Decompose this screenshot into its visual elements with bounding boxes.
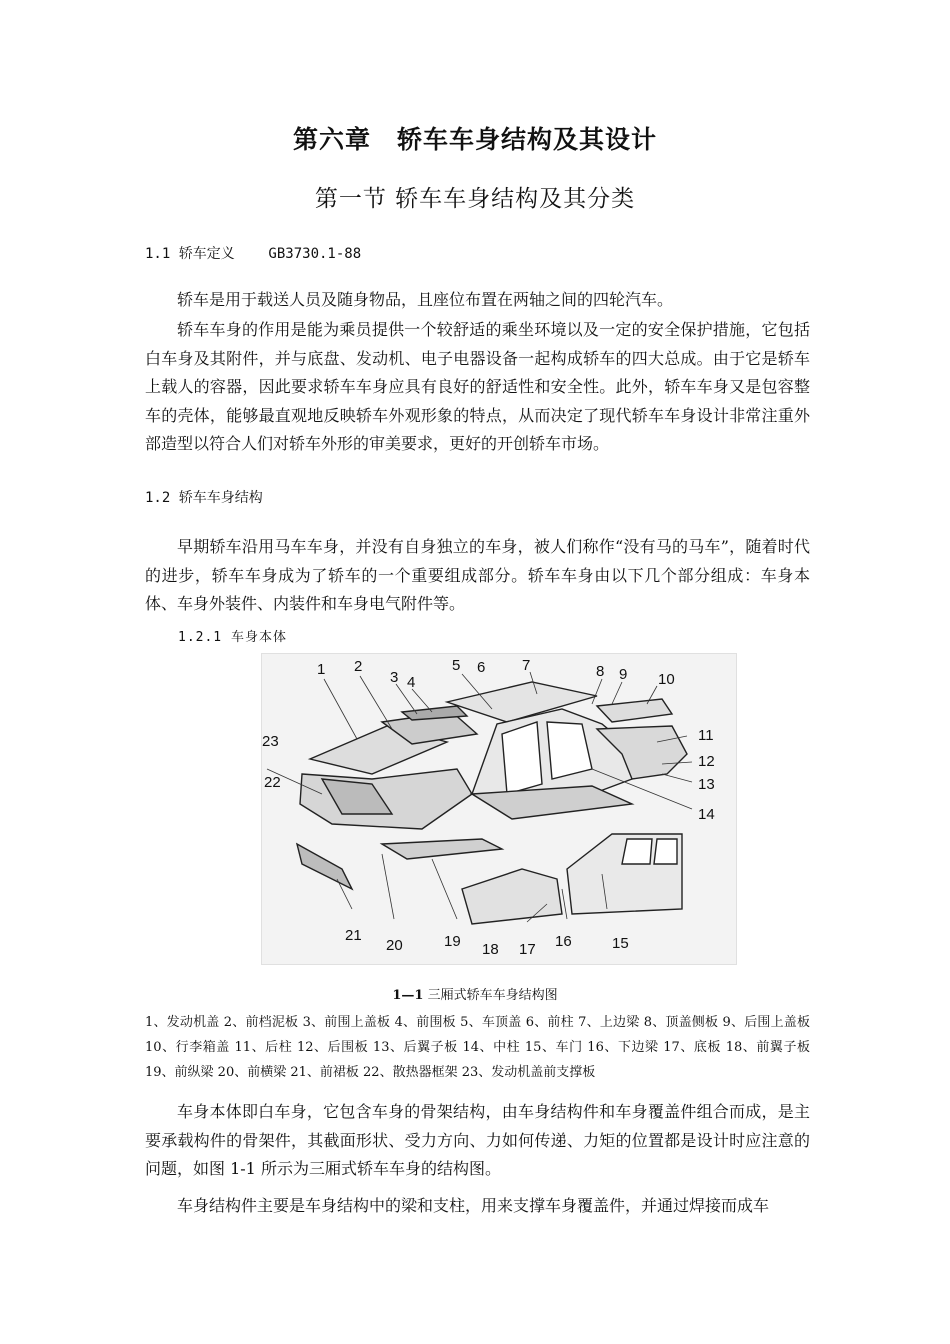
heading-1-2: 1.2 轿车车身结构	[145, 490, 263, 506]
paragraph-structural-parts: 车身结构件主要是车身结构中的梁和支柱，用来支撑车身覆盖件，并通过焊接而成车	[177, 1196, 770, 1215]
callout-label-2: 2	[354, 658, 363, 675]
section-title: 第一节 轿车车身结构及其分类	[314, 186, 636, 212]
callout-label-5: 5	[452, 657, 461, 674]
car-body-structure-figure	[261, 653, 737, 965]
paragraph-body-role: 轿车车身的作用是能为乘员提供一个较舒适的乘坐环境以及一定的安全保护措施，它包括白车身及其附件，并与底盘、发动机、电子电器设备一起构成轿车的四大总成。由于它是轿车上载人的容器，因此要求轿车车身应具有良好的舒适性和安全性。此外，轿车车身又是包容整车的壳体，能够最直观地反映轿车外观形象的特点，从而决定了现代轿车车身设计非常注重外部造型以符合人们对轿车外形的审美要求，更好的开创轿车市场。	[145, 320, 810, 453]
callout-label-10: 10	[658, 671, 675, 688]
chapter-title: 第六章 轿车车身结构及其设计	[292, 125, 657, 154]
figure-caption	[0, 984, 950, 1003]
callout-label-23: 23	[262, 733, 279, 750]
callout-label-1: 1	[317, 661, 326, 678]
callout-label-6: 6	[477, 659, 486, 676]
callout-label-11: 11	[698, 727, 714, 744]
callout-label-19: 19	[444, 933, 461, 950]
heading-1-1: 1.1 轿车定义 GB3730.1-88	[145, 246, 362, 262]
heading-1-2-1: 1.2.1 车身本体	[178, 630, 287, 645]
callout-label-7: 7	[522, 657, 531, 674]
callout-label-22: 22	[264, 774, 281, 791]
callout-label-15: 15	[612, 935, 629, 952]
paragraph-white-body: 车身本体即白车身，它包含车身的骨架结构，由车身结构件和车身覆盖件组合而成，是主要承载构件的骨架件，其截面形状、受力方向、力如何传递、力矩的位置都是设计时应注意的问题，如图 1-1 所示为三厢式轿车车身的结构图。	[145, 1102, 810, 1178]
paragraph-definition: 轿车是用于载送人员及随身物品，且座位布置在两轴之间的四轮汽车。	[177, 290, 674, 309]
callout-label-16: 16	[555, 933, 572, 950]
callout-label-14: 14	[698, 806, 715, 823]
callout-label-9: 9	[619, 666, 628, 683]
paragraph-history: 早期轿车沿用马车车身，并没有自身独立的车身，被人们称作“没有马的马车”，随着时代的进步，轿车车身成为了轿车的一个重要组成部分。轿车车身由以下几个部分组成：车身本体、车身外装件、内装件和车身电气附件等。	[145, 537, 810, 613]
figure-number: 1—1	[392, 988, 424, 1003]
car-body-drawing	[297, 682, 687, 924]
figure-legend: 1、发动机盖 2、前档泥板 3、前围上盖板 4、前围板 5、车顶盖 6、前柱 7、上边梁 8、顶盖侧板 9、后围上盖板 10、行李箱盖 11、后柱 12、后围板 13、后翼子板 14、中柱 15、车门 16、下边梁 17、底板 18、前翼子板 19、前纵梁 20、前横梁 21、前裙板 22、散热器框架 23、发动机盖前支撑板	[145, 1015, 810, 1080]
callout-label-8: 8	[596, 663, 605, 680]
car-body-exploded-drawing	[262, 654, 736, 964]
callout-label-13: 13	[698, 776, 715, 793]
callout-label-4: 4	[407, 674, 416, 691]
callout-label-18: 18	[482, 941, 499, 958]
callout-label-3: 3	[390, 669, 399, 686]
callout-label-20: 20	[386, 937, 403, 954]
callout-label-21: 21	[345, 927, 362, 944]
callout-label-17: 17	[519, 941, 536, 958]
callout-label-12: 12	[698, 753, 715, 770]
figure-title: 三厢式轿车车身结构图	[423, 988, 558, 1003]
